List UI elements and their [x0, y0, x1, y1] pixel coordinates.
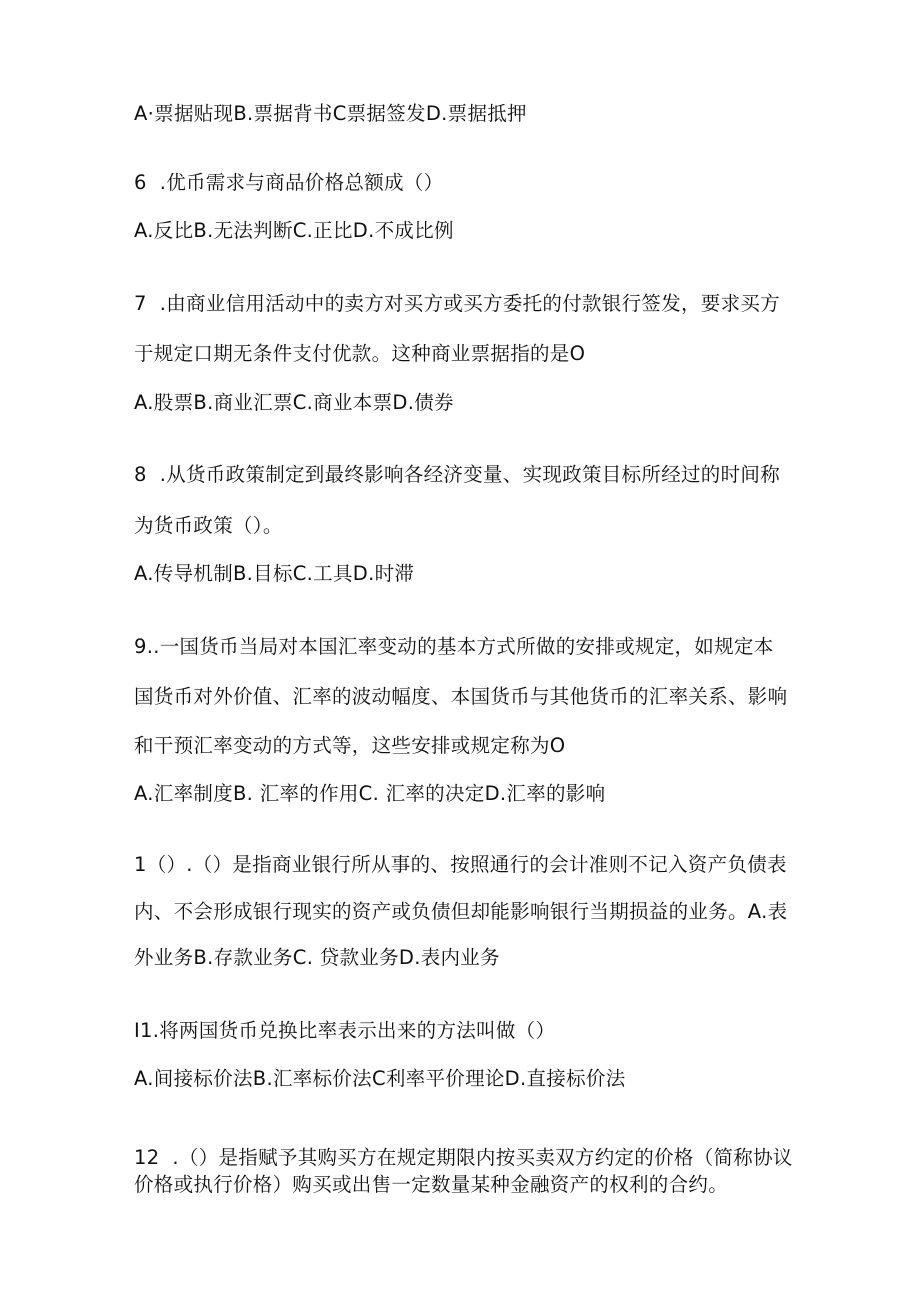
q10-question-line-1: 1（）.（）是指商业银行所从事的、按照通行的会计准则不记入资产负债表: [134, 853, 787, 876]
q6-question: 6 .优币需求与商品价格总额成（）: [134, 171, 444, 194]
q11-question: I1.将两国货币兑换比率表示出来的方法叫做（）: [134, 1019, 556, 1042]
q9-question-line-3: 和干预汇率变动的方式等，这些安排或规定称为O: [134, 734, 566, 757]
q7-question-line-2: 于规定口期无条件支付优款。这种商业票据指的是O: [134, 342, 586, 365]
q9-question-line-2: 国货币对外价值、汇率的波动幅度、本国货币与其他货币的汇率关系、影响: [134, 685, 788, 708]
q8-question-line-2: 为货币政策（）。: [134, 514, 283, 537]
q10-options: 外业务B.存款业务C. 贷款业务D.表内业务: [134, 946, 500, 969]
q8-options: A.传导机制B.目标C.工具D.时滞: [134, 562, 415, 585]
q9-question-line-1: 9..一国货币当局对本国汇率变动的基本方式所做的安排或规定，如规定本: [134, 635, 774, 658]
q10-question-line-2: 内、不会形成银行现实的资产或负债但却能影响银行当期损益的业务。A.表: [134, 900, 788, 923]
q8-question-line-1: 8 .从货币政策制定到最终影响各经济变量、实现政策目标所经过的时间称: [134, 463, 781, 486]
q6-options: A.反比B.无法判断C.正比D.不成比例: [134, 219, 454, 242]
q5-options: A·票据贴现B.票据背书C票据签发D.票据抵押: [134, 102, 527, 125]
q12-question-line-2: 价格或执行价格）购买或出售一定数量某种金融资产的权利的合约。: [134, 1173, 729, 1196]
q9-options: A.汇率制度B. 汇率的作用C. 汇率的决定D.汇率的影响: [134, 782, 606, 805]
q12-question-line-1: 12 .（）是指赋予其购买方在规定期限内按买卖双方约定的价格（简称协议: [134, 1146, 793, 1169]
q7-question-line-1: 7 .由商业信用活动中的卖方对买方或买方委托的付款银行签发，要求买方: [134, 292, 781, 315]
q11-options: A.间接标价法B.汇率标价法C利率平价理论D.直接标价法: [134, 1067, 626, 1090]
q7-options: A.股票B.商业汇票C.商业本票D.债券: [134, 391, 454, 414]
